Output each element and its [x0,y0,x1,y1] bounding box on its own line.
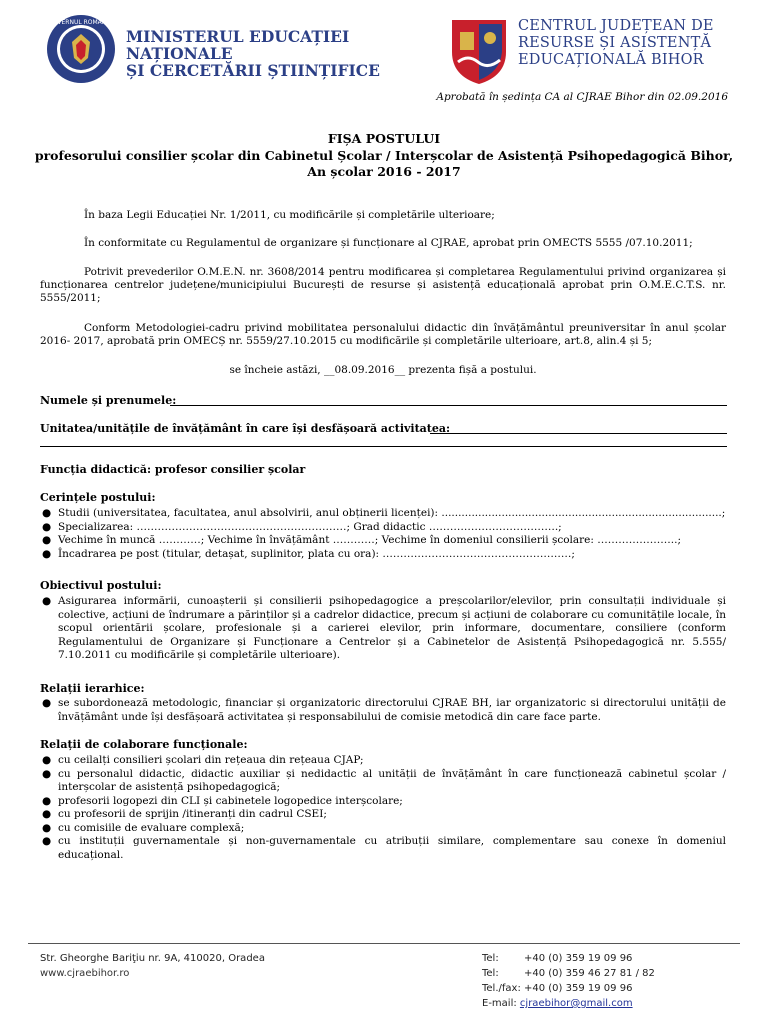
list-item: ● profesorii logopezi din CLI și cabinetele logopedice interșcolare; [42,794,403,807]
ministry-name [126,28,426,79]
footer-address: Str. Gheorghe Bariţiu nr. 9A, 410020, Oradea [40,953,265,964]
requirements-list [40,507,726,561]
collaboration-list [40,754,726,862]
fax-value: Tel./fax: +40 (0) 359 19 09 96 [482,983,633,994]
cjrae-name-line1: CENTRUL JUDEȚEAN DE [518,18,714,34]
footer-website-link[interactable]: www.cjraebihor.ro [40,968,130,979]
cjrae-name [518,18,758,69]
cjrae-name-line3: EDUCAȚIONALĂ BIHOR [518,52,704,68]
email-link[interactable]: cjraebihor@gmail.com [519,998,633,1009]
list-item: ● Asigurarea informării, cunoașterii și consilierii psihopedagogice a preșcolarilor/elevilor, prin consultații individuale și colective, acțiuni de îndrumare a părinților și a cadrelor didactice, precum și acțiuni de colaborare cu comunitățile locale, în scopul orientării școlare, profesionale și a carierei elevilor, prin informare, documentare, consiliere (conform Regulamentului de Organizare și Funcționare a Centrelor și a Cabinetelor de Asistență Psihopedagogică nr. 5.555/ 7.10.2011 cu modificările și completările ulterioare). [42,595,726,661]
name-field-line[interactable] [170,405,727,406]
methodology-paragraph: Conform Metodologiei-cadru privind mobilitatea personalului didactic din învățământul preuniversitar în anul școlar 2016- 2017, aprobată prin OMECȘ nr. 5559/27.10.2015 cu modificările și completările ulterioare, art.8, alin.4 și 5; [40,322,726,347]
tel2-value: +40 (0) 359 46 27 81 / 82 [524,968,655,979]
approval-note: Aprobată în ședința CA al CJRAE Bihor din 02.09.2016 [436,91,728,103]
regulation-paragraph: În conformitate cu Regulamentul de organizare și funcționare al CJRAE, aprobat prin OMECTS 5555 /07.10.2011; [84,237,693,249]
doc-subtitle: profesorului consilier școlar din Cabinetul Școlar / Interșcolar de Asistență Psihopedagogică Bihor, [34,148,734,163]
requirements-heading: Cerințele postului: [40,491,156,504]
name-label: Numele și prenumele: [40,394,177,407]
list-item: ● cu profesorii de sprijin /itineranți din cadrul CSEI; [42,808,327,820]
list-item: ● cu personalul didactic, didactic auxiliar și nedidactic al unității de învățământ în care funcționează cabinetul școlar / interșcolar de asistență psihopedagogică; [42,767,726,793]
ministry-name-line1: MINISTERUL EDUCAȚIEI NAȚIONALE [126,27,350,63]
unit-field-line[interactable] [430,433,727,434]
cjrae-name-line2: RESURSE ȘI ASISTENȚĂ [518,35,712,51]
collaboration-heading: Relații de colaborare funcționale: [40,738,248,751]
footer-divider [28,943,740,944]
cjrae-crest-logo [448,14,510,86]
legal-basis-paragraph: În baza Legii Educației Nr. 1/2011, cu modificările și completările ulterioare; [84,209,495,221]
objective-list [40,595,726,663]
doc-title: FIȘA POSTULUI [327,131,441,146]
list-item: ● Studii (universitatea, facultatea, anul absolvirii, anul obținerii licenței): ....................................................................................; [42,507,726,519]
school-year: An școlar 2016 - 2017 [307,164,461,179]
date-paragraph: se încheie astăzi, __08.09.2016__ prezenta fișă a postului. [229,364,537,376]
list-item: ● Încadrarea pe post (titular, detașat, suplinitor, plata cu ora): ………………………………………………; [42,547,575,560]
unit-field-line-2[interactable] [40,446,727,447]
function-label: Funcția didactică: profesor consilier școlar [40,463,306,476]
list-item: ● cu comisiile de evaluare complexă; [42,821,245,834]
email-block [482,998,633,1009]
tel2-label: Tel: [482,968,499,979]
email-label: E-mail: [482,998,517,1009]
list-item: ● Specializarea: ……………………………………………………; Grad didactic ……………………………….; [42,520,562,533]
list-item: ● se subordonează metodologic, financiar și organizatoric directorului CJRAE BH, iar organizatoric si directorului unității de învățământ unde își desfășoară activitatea și responsabilului de comisie metodică din care face parte. [42,697,726,723]
omen-paragraph: Potrivit prevederilor O.M.E.N. nr. 3608/2014 pentru modificarea și completarea Regulamentului privind organizarea și funcționarea centrelor județene/municipiului București de resurse și asistență educațională aprobat prin O.M.E.C.T.S. nr. 5555/2011; [40,266,726,304]
unit-label: Unitatea/unitățile de învățământ în care își desfășoară activitatea: [40,422,451,435]
list-item: ● Vechime în muncă …………; Vechime în învățământ …………; Vechime în domeniul consilierii școlare: …………………..; [42,534,681,546]
ministry-seal-logo [46,14,116,84]
objective-heading: Obiectivul postului: [40,579,162,592]
list-item: ● cu ceilalți consilieri școlari din rețeaua din rețeaua CJAP; [42,754,364,766]
ministry-name-line2: ȘI CERCETĂRII ȘTIINȚIFICE [126,61,380,80]
list-item: ● cu instituții guvernamentale și non-guvernamentale cu atribuții similare, complementare sau conexe în domeniul educațional. [42,835,726,861]
seal-text: GUVERNUL ROMÂNIEI [48,19,114,26]
tel1-value: +40 (0) 359 19 09 96 [524,953,633,964]
tel1-label: Tel: [482,953,499,964]
hierarchy-list [40,697,726,724]
hierarchy-heading: Relații ierarhice: [40,682,145,695]
